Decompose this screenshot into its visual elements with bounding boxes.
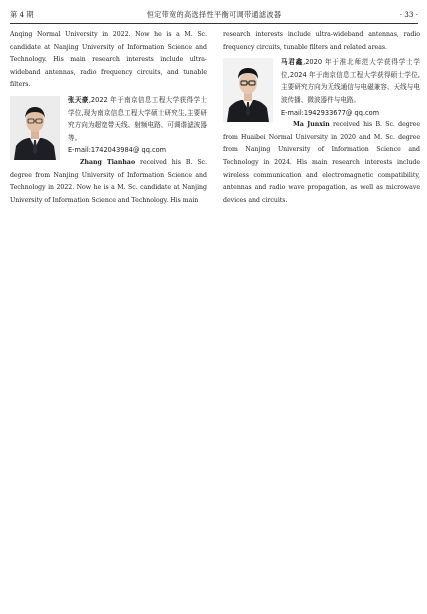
email-ma: E-mail:1942933677@ qq.com [281,108,380,117]
left-column [10,29,207,207]
author-bio-ma [223,56,420,207]
bio-en-zhang [10,157,207,207]
running-title: 恒定带宽的高选择性平衡可调带通滤波器 [146,10,282,19]
author-bio-zhang [10,94,207,207]
continued-bio-text: Anqing Normal University in 2022. Now he is a M. Sc. candidate at Nanjing University of Information Science and Technology. His main research interests include ultra-wideband antennas, radio frequency circuits, and tunable filters. [10,31,207,89]
right-column [223,29,420,207]
continued-bio-text-right: research interests include ultra-wideband antennas, radio frequency circuits, tunable filters and related areas. [223,31,420,51]
running-header [10,8,418,22]
author-photo-ma [223,58,273,122]
header-rule [10,23,418,24]
bio-en-ma [223,119,420,207]
author-name-cn: 马君鑫 [281,58,304,67]
bio-en-text: received his B. Sc. degree from Huaibei Normal University in 2020 and M. Sc. degree from Nanjing University of Information Science and Technology in 2024. His main research interests include wireless communication and electromagnetic compatibility, antennas and radio wave propagation, as well as microwave devices and circuits. [223,121,420,204]
author-photo-zhang [10,96,60,160]
issue-number: 第 4 期 [10,10,34,19]
author-name-en: Ma Junxin [293,121,330,129]
author-name-en: Zhang Tianhao [80,158,136,166]
bio-en-text: received his B. Sc. degree from Nanjing University of Information Science and Technology in 2022. Now he is a M. Sc. candidate at Nanjing University of Information Science and Technology. His main [10,158,207,204]
bio-cn-text: ,2020 年于淮北师范大学获得学士学位,2024 年于南京信息工程大学获得硕士学位,主要研究方向为无线通信与电磁兼容、天线与电波传播、微波器件与电路。 [281,58,421,104]
bio-cn-text: ,2022 年于南京信息工程大学获得学士学位,现为南京信息工程大学硕士研究生,主要研究方向为超宽带天线、射频电路、可调谐滤波器等。 [68,95,207,142]
author-name-cn: 张天豪 [68,95,89,104]
email-zhang: E-mail:1742043984@ qq.com [68,146,167,155]
page-number: · 33 · [399,10,418,19]
